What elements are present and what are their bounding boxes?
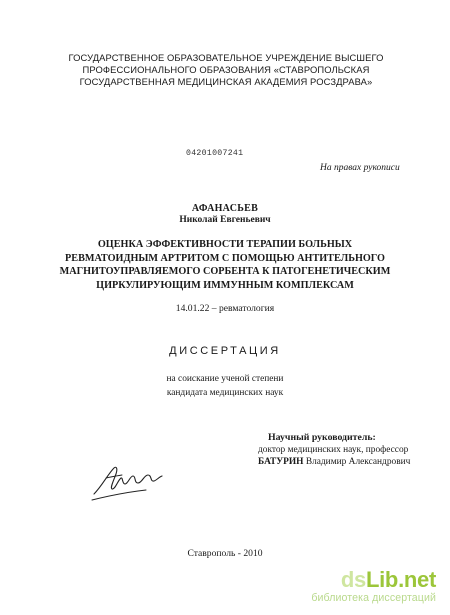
author-surname: АФАНАСЬЕВ (191, 203, 259, 214)
institution-line: ПРОФЕССИОНАЛЬНОГО ОБРАЗОВАНИЯ «СТАВРОПОЛЬСКАЯ (82, 64, 370, 76)
watermark-logo (311, 568, 436, 592)
thesis-title-line: РЕВМАТОИДНЫМ АРТРИТОМ С ПОМОЩЬЮ АНТИТЕЛЬНОГО (65, 252, 385, 264)
place-and-year: Ставрополь - 2010 (187, 548, 263, 559)
degree-statement (0, 372, 450, 400)
institution-line: ГОСУДАРСТВЕННОЕ ОБРАЗОВАТЕЛЬНОЕ УЧРЕЖДЕНИЕ ВЫСШЕГО (68, 52, 384, 63)
thesis-title-line: МАГНИТОУПРАВЛЯЕМОГО СОРБЕНТА К ПАТОГЕНЕТИЧЕСКИМ (59, 266, 391, 278)
institution-line: ГОСУДАРСТВЕННАЯ МЕДИЦИНСКАЯ АКАДЕМИЯ РОСЗДРАВА» (79, 76, 373, 88)
advisor-label: Научный руководитель: (268, 432, 376, 443)
watermark-subtitle: библиотека диссертаций (311, 592, 436, 604)
advisor-name-line (258, 457, 410, 467)
advisor-name: Владимир Александрович (305, 457, 411, 467)
handwritten-signature (88, 456, 168, 504)
archive-number: 04201007241 (186, 149, 244, 158)
degree-line: кандидата медицинских наук (166, 388, 284, 398)
watermark-logo-prefix: ds (340, 567, 366, 592)
thesis-title-line: ОЦЕНКА ЭФФЕКТИВНОСТИ ТЕРАПИИ БОЛЬНЫХ (97, 239, 353, 250)
thesis-title-line: ЦИРКУЛИРУЮЩИМ ИММУННЫМ КОМПЛЕКСАМ (96, 279, 354, 291)
manuscript-note: На правах рукописи (320, 163, 400, 173)
author-name: Николай Евгеньевич (179, 215, 271, 225)
advisor-surname: БАТУРИН (258, 457, 304, 467)
watermark-logo-suffix: Lib.net (365, 567, 436, 592)
specialty-code: 14.01.22 – ревматология (175, 303, 275, 314)
advisor-degree: доктор медицинских наук, профессор (258, 445, 409, 455)
document-type: ДИССЕРТАЦИЯ (169, 345, 281, 357)
institution-header (40, 52, 412, 89)
dslib-watermark (311, 568, 436, 605)
thesis-title (30, 238, 420, 292)
degree-line: на соискание ученой степени (166, 374, 284, 384)
